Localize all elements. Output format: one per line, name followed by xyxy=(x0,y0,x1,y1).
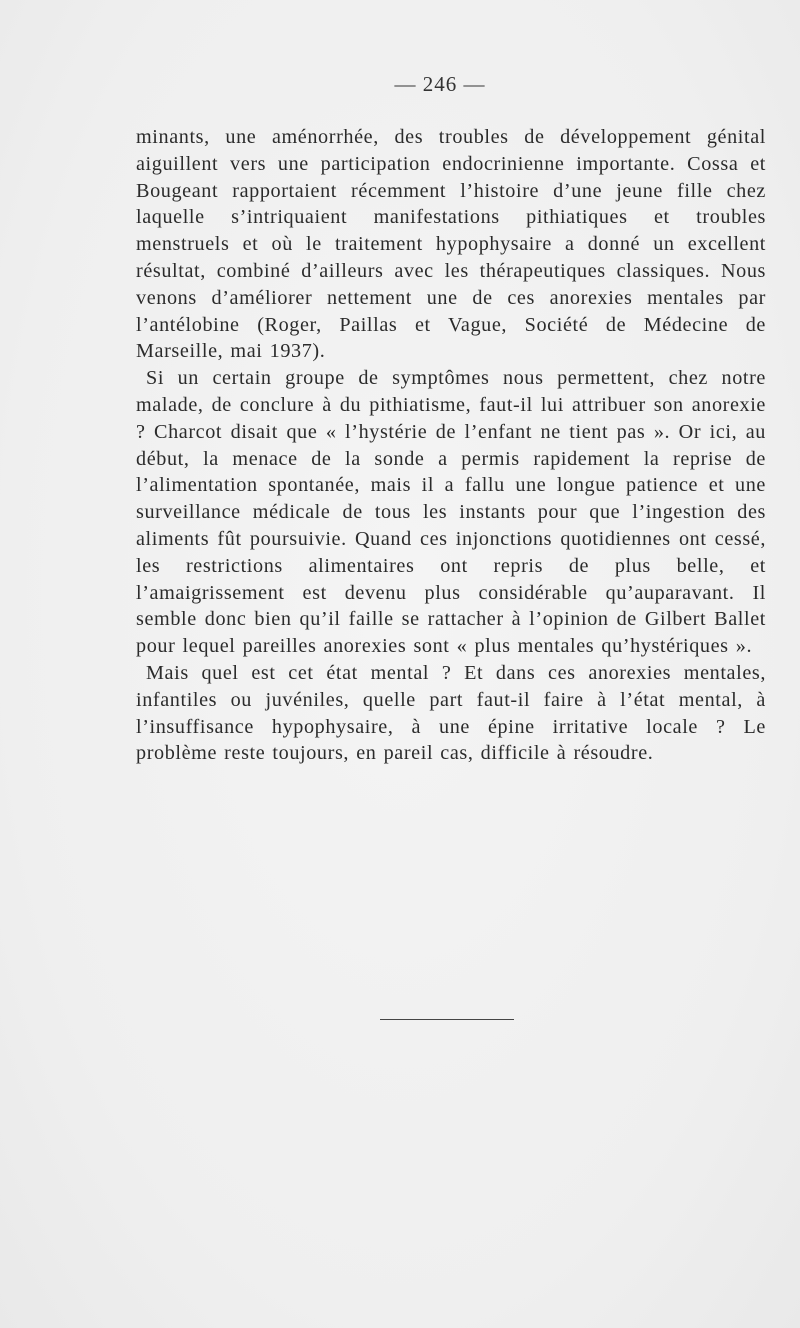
paragraph-3: Mais quel est cet état mental ? Et dans ces anorexies mentales, infantiles ou juvéniles, quelle part faut-il faire à l’état mental, à l’insuffisance hypophysaire, à une épine irritative locale ? Le problème reste toujours, en pareil cas, difficile à résoudre. xyxy=(136,661,766,765)
paragraph-1: minants, une aménorrhée, des troubles de développement génital aiguillent vers une participation endocrinienne importante. Cossa et Bougeant rapportaient récemment l’histoire d’une jeune fille chez laquelle s’intriquaient manifestations pithiatiques et troubles menstruels et où le traitement hypophysaire a donné un excellent résultat, combiné d’ailleurs avec les thérapeutiques classiques. Nous venons d’améliorer nettement une de ces anorexies mentales par l’antélobine (Roger, Paillas et Vague, Société de Médecine de Marseille, mai 1937). xyxy=(136,126,766,363)
body-text xyxy=(136,124,766,767)
end-rule xyxy=(380,1019,514,1020)
paragraph-2: Si un certain groupe de symptômes nous permettent, chez notre malade, de conclure à du pithiatisme, faut-il lui attribuer son anorexie ? Charcot disait que « l’hystérie de l’enfant ne tient pas ». Or ici, au début, la menace de la sonde a permis rapidement la reprise de l’alimentation spontanée, mais il a fallu une longue patience et une surveillance médicale de tous les instants pour que l’ingestion des aliments fût poursuivie. Quand ces injonctions quotidiennes ont cessé, les restrictions alimentaires ont repris de plus belle, et l’amaigrissement est devenu plus considérable qu’auparavant. Il semble donc bien qu’il faille se rattacher à l’opinion de Gilbert Ballet pour lequel pareilles anorexies sont « plus mentales qu’hystériques ». xyxy=(136,367,766,658)
page-number: — 246 — xyxy=(394,72,486,96)
